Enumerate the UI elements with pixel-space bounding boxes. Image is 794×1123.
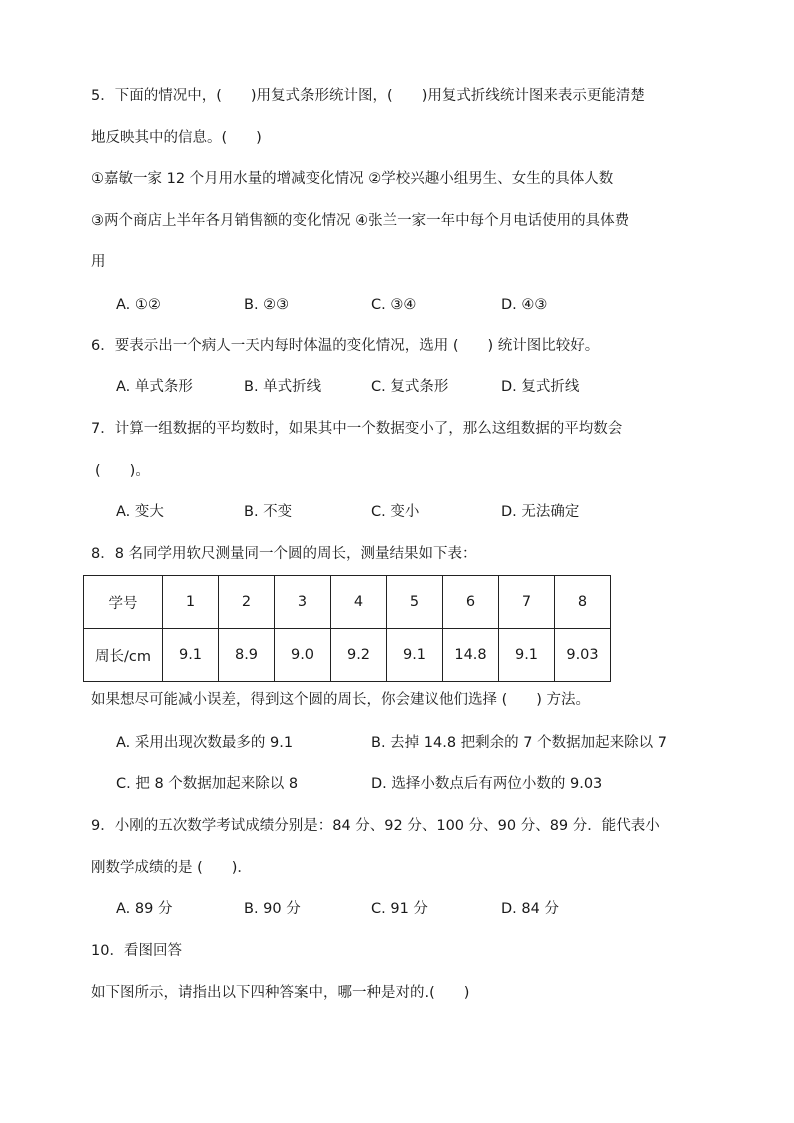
q5-stem-line2: 地反映其中的信息。( ) (91, 130, 262, 146)
q5-stem-line1: 5．下面的情况中，( )用复式条形统计图，( )用复式折线统计图来表示更能清楚 (91, 88, 645, 104)
q6-option-a: A. 单式条形 (116, 379, 193, 395)
q5-option-c: C. ③④ (371, 297, 417, 313)
q6-option-c: C. 复式条形 (371, 379, 449, 395)
q7-stem-line1: 7．计算一组数据的平均数时，如果其中一个数据变小了，那么这组数据的平均数会 (91, 421, 623, 437)
q5-item-continuation: 用 (91, 254, 106, 270)
measurement-table (83, 575, 611, 682)
q5-option-a: A. ①② (116, 297, 161, 313)
table-cell: 8 (555, 576, 611, 629)
table-cell: 14.8 (443, 629, 499, 682)
table-cell: 8.9 (219, 629, 275, 682)
q8-option-d: D. 选择小数点后有两位小数的 9.03 (371, 776, 603, 792)
q8-option-c: C. 把 8 个数据加起来除以 8 (116, 776, 299, 792)
q5-item-3-4: ③两个商店上半年各月销售额的变化情况 ④张兰一家一年中每个月电话使用的具体费 (91, 213, 630, 229)
table-cell: 9.03 (555, 629, 611, 682)
q7-stem-line2: ( )。 (95, 463, 150, 479)
q9-option-b: B. 90 分 (244, 901, 301, 917)
table-row-student-number (84, 576, 611, 629)
q6-option-b: B. 单式折线 (244, 379, 322, 395)
table-cell: 7 (499, 576, 555, 629)
table-cell: 4 (331, 576, 387, 629)
q10-stem-line1: 10．看图回答 (91, 943, 182, 959)
q6-stem: 6．要表示出一个病人一天内每时体温的变化情况，选用 ( ) 统计图比较好。 (91, 338, 600, 354)
table-cell: 6 (443, 576, 499, 629)
q9-stem-line1: 9．小刚的五次数学考试成绩分别是：84 分、92 分、100 分、90 分、89 分．能代表小 (91, 818, 660, 834)
q10-stem-line2: 如下图所示，请指出以下四种答案中，哪一种是对的.( ) (91, 985, 470, 1001)
q7-option-c: C. 变小 (371, 504, 420, 520)
q7-option-b: B. 不变 (244, 504, 293, 520)
table-cell: 9.0 (275, 629, 331, 682)
table-cell: 1 (163, 576, 219, 629)
q8-option-b: B. 去掉 14.8 把剩余的 7 个数据加起来除以 7 (371, 735, 667, 751)
q5-option-b: B. ②③ (244, 297, 290, 313)
table-cell: 3 (275, 576, 331, 629)
q9-stem-line2: 刚数学成绩的是 ( )． (91, 860, 252, 876)
table-cell: 9.2 (331, 629, 387, 682)
q5-option-d: D. ④③ (501, 297, 548, 313)
table-header-cell: 学号 (84, 576, 163, 629)
table-cell: 9.1 (163, 629, 219, 682)
q7-option-a: A. 变大 (116, 504, 164, 520)
q9-option-a: A. 89 分 (116, 901, 173, 917)
q8-option-a: A. 采用出现次数最多的 9.1 (116, 735, 294, 751)
q7-option-d: D. 无法确定 (501, 504, 580, 520)
q8-stem-line2: 如果想尽可能减小误差，得到这个圆的周长，你会建议他们选择 ( ) 方法。 (91, 692, 591, 708)
q6-option-d: D. 复式折线 (501, 379, 580, 395)
q8-stem-line1: 8．8 名同学用软尺测量同一个圆的周长，测量结果如下表： (91, 546, 477, 562)
table-cell: 2 (219, 576, 275, 629)
table-row-circumference (84, 629, 611, 682)
q5-item-1-2: ①嘉敏一家 12 个月用水量的增减变化情况 ②学校兴趣小组男生、女生的具体人数 (91, 171, 614, 187)
table-cell: 9.1 (499, 629, 555, 682)
table-cell: 5 (387, 576, 443, 629)
table-cell: 9.1 (387, 629, 443, 682)
q9-option-c: C. 91 分 (371, 901, 428, 917)
table-header-cell: 周长/cm (84, 629, 163, 682)
q9-option-d: D. 84 分 (501, 901, 559, 917)
